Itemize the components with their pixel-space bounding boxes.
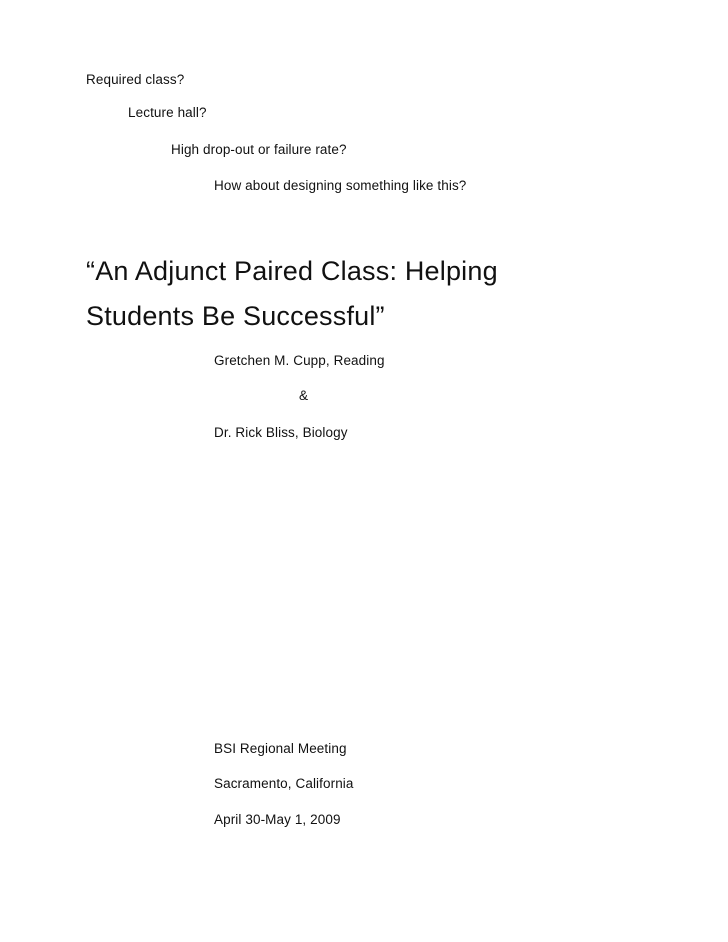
question-dropout-rate: High drop-out or failure rate? bbox=[171, 142, 347, 157]
document-title bbox=[86, 249, 646, 339]
author-bliss: Dr. Rick Bliss, Biology bbox=[214, 425, 348, 440]
author-ampersand: & bbox=[299, 388, 309, 403]
event-location: Sacramento, California bbox=[214, 776, 354, 791]
author-cupp: Gretchen M. Cupp, Reading bbox=[214, 353, 385, 368]
event-name: BSI Regional Meeting bbox=[214, 741, 347, 756]
question-lecture-hall: Lecture hall? bbox=[128, 105, 207, 120]
question-designing: How about designing something like this? bbox=[214, 178, 467, 193]
document-title-line-1: “An Adjunct Paired Class: Helping bbox=[86, 256, 498, 286]
event-dates: April 30-May 1, 2009 bbox=[214, 812, 341, 827]
document-title-line-2: Students Be Successful” bbox=[86, 301, 385, 331]
question-required-class: Required class? bbox=[86, 72, 185, 87]
